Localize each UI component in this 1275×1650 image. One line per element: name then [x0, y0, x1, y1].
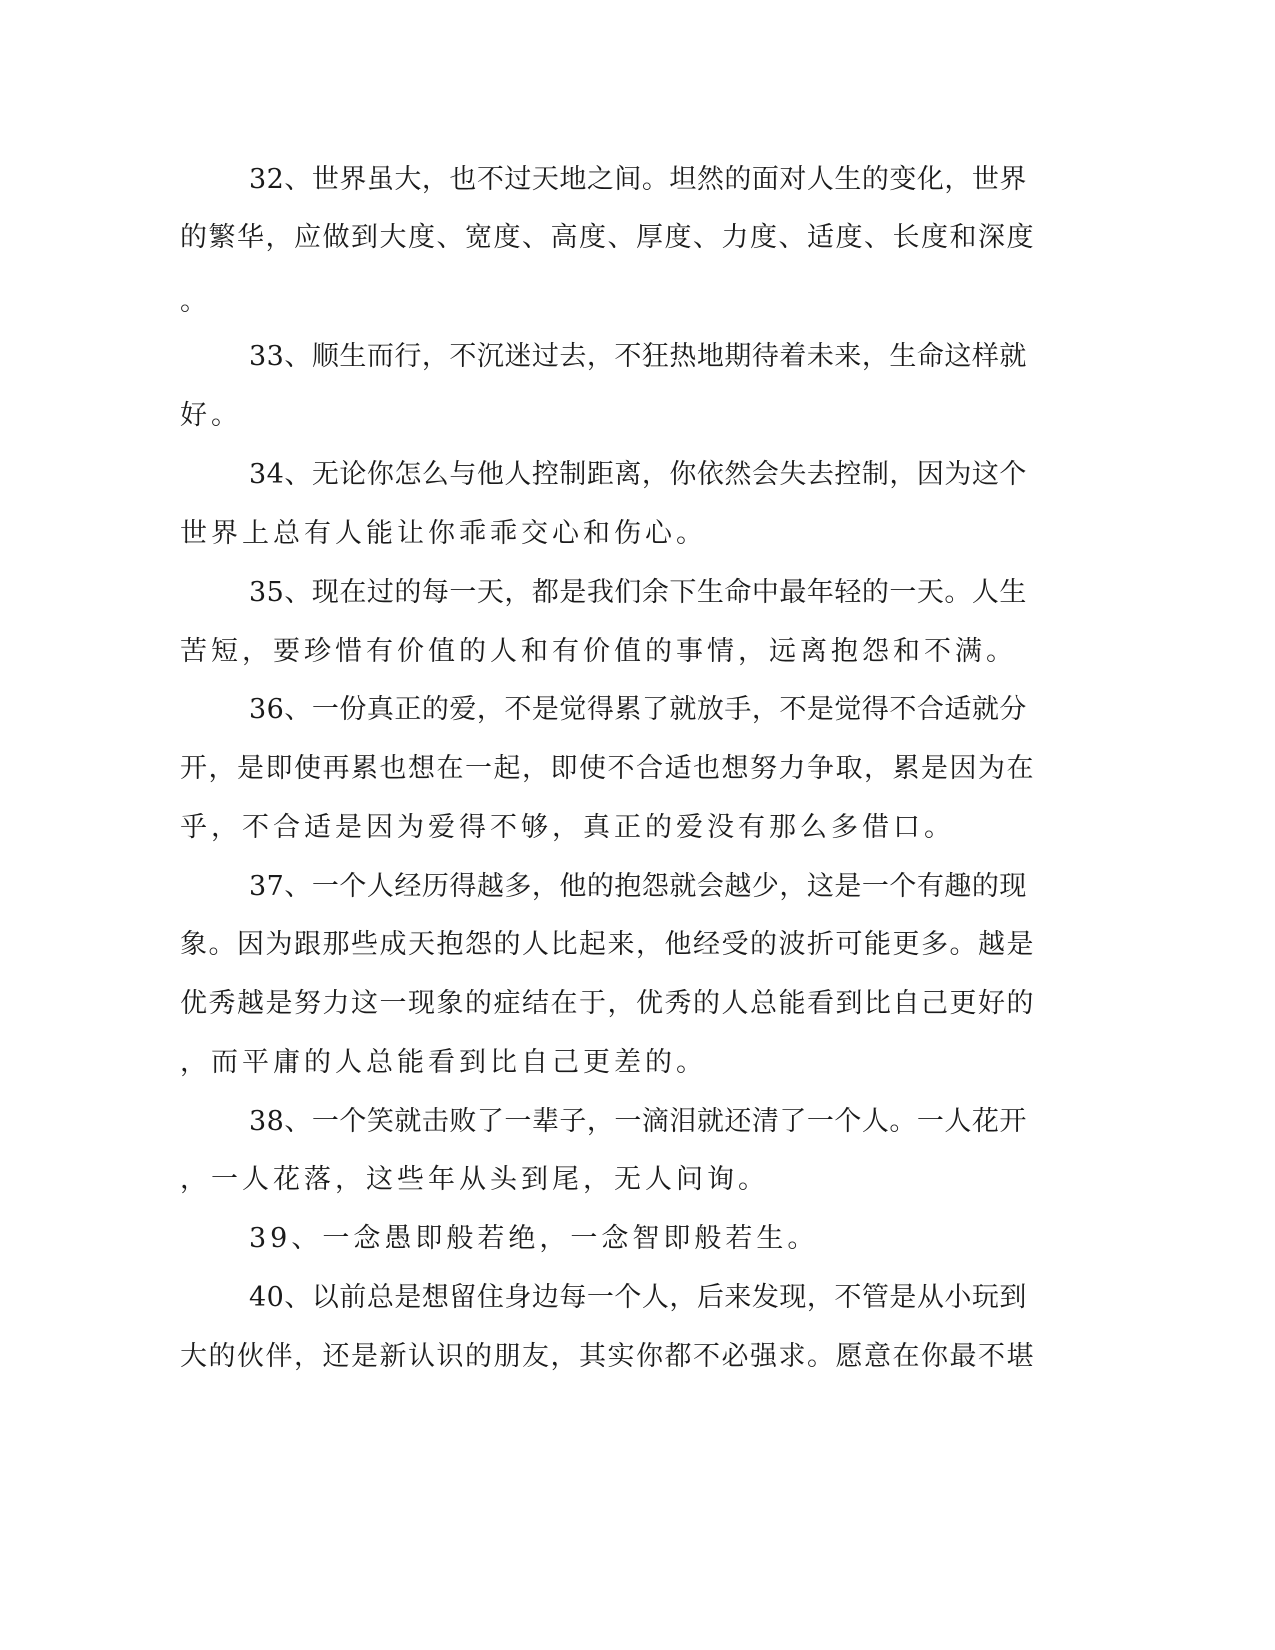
text-line: 34、无论你怎么与他人控制距离，你依然会失去控制，因为这个 — [249, 459, 1027, 490]
text-line: 37、一个人经历得越多，他的抱怨就会越少，这是一个有趣的现 — [249, 871, 1027, 902]
text-line: 39、一念愚即般若绝，一念智即般若生。 — [249, 1223, 819, 1254]
text-line: 35、现在过的每一天，都是我们余下生命中最年轻的一天。人生 — [249, 577, 1027, 608]
text-line: 好。 — [180, 400, 242, 431]
text-line: 乎，不合适是因为爱得不够，真正的爱没有那么多借口。 — [180, 812, 955, 843]
text-line: 象。因为跟那些成天抱怨的人比起来，他经受的波折可能更多。越是 — [180, 929, 1035, 960]
text-line: 优秀越是努力这一现象的症结在于，优秀的人总能看到比自己更好的 — [180, 988, 1035, 1019]
text-line: 33、顺生而行，不沉迷过去，不狂热地期待着未来，生命这样就 — [249, 341, 1027, 372]
text-line: 的繁华，应做到大度、宽度、高度、厚度、力度、适度、长度和深度 — [180, 222, 1035, 253]
text-line: 大的伙伴，还是新认识的朋友，其实你都不必强求。愿意在你最不堪 — [180, 1341, 1035, 1372]
text-line: 38、一个笑就击败了一辈子，一滴泪就还清了一个人。一人花开 — [249, 1106, 1027, 1137]
text-line: 开，是即使再累也想在一起，即使不合适也想努力争取，累是因为在 — [180, 753, 1035, 784]
text-line: 苦短，要珍惜有价值的人和有价值的事情，远离抱怨和不满。 — [180, 636, 1017, 667]
text-line: 36、一份真正的爱，不是觉得累了就放手，不是觉得不合适就分 — [249, 694, 1027, 725]
text-line: ，而平庸的人总能看到比自己更差的。 — [180, 1047, 707, 1078]
text-line: 世界上总有人能让你乖乖交心和伤心。 — [180, 518, 707, 549]
text-line: 32、世界虽大，也不过天地之间。坦然的面对人生的变化，世界 — [249, 164, 1027, 195]
text-line: ，一人花落，这些年从头到尾，无人问询。 — [180, 1164, 769, 1195]
text-line: 40、以前总是想留住身边每一个人，后来发现，不管是从小玩到 — [249, 1282, 1027, 1313]
text-line: 。 — [180, 286, 211, 317]
